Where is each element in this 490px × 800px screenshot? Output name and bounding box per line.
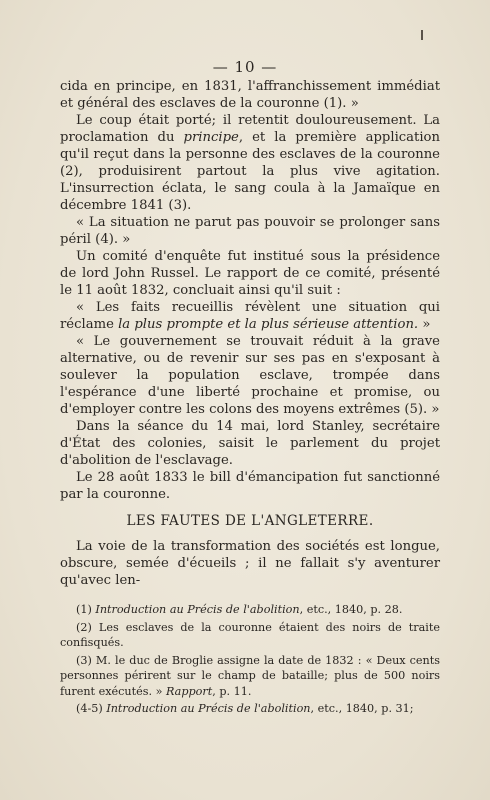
paragraph: « La situation ne parut pas pouvoir se prolonger sans péril (4). »	[60, 215, 440, 247]
main-text	[60, 78, 440, 589]
margin-mark	[421, 30, 423, 40]
footnote	[60, 701, 440, 717]
paragraph: Un comité d'enquête fut institué sous la présidence de lord John Russel. Le rapport de ce comité, présenté le 11 août 1832, concluait ainsi qu'il suit :	[60, 249, 440, 298]
section-heading: LES FAUTES DE L'ANGLETERRE.	[126, 513, 374, 529]
text-run: (3) M. le duc de Broglie assigne la date de 1832 : « Deux cents personnes périrent sur le champ de bataille; plus de 500 noirs furent exécutés. »	[60, 653, 440, 698]
paragraph: « Le gouvernement se trouvait réduit à la grave alternative, ou de revenir sur ses pas en s'exposant à soulever la population esclave, trompée dans l'espérance d'une liberté prochaine et promise, ou d'employer contre les colons des moyens extrêmes (5). »	[60, 334, 440, 417]
italic-text: Introduction au Précis de l'abolition	[95, 603, 300, 616]
paragraph: Dans la séance du 14 mai, lord Stanley, secrétaire d'État des colonies, saisit le parlement du projet d'abolition de l'esclavage.	[60, 419, 440, 468]
italic-text: Introduction au Précis de l'abolition	[106, 702, 311, 715]
page-number: — 10 —	[212, 58, 278, 76]
text-run: « Les faits recueillis révèlent une situation qui réclame	[60, 300, 440, 332]
text-run: »	[418, 317, 431, 332]
italic-text: Rapport	[165, 684, 213, 698]
footnote-number: (1)	[76, 603, 96, 616]
text-run: , et la première application qu'il reçut dans la personne des esclaves de la couronne (2), produisirent partout la plus vive agitation. L'insurrection éclata, le sang coula à la Jamaïque en décembre 1841 (3).	[60, 130, 440, 213]
paragraph	[60, 299, 440, 333]
text-run: Le coup était porté; il retentit douloureusement. La proclamation du	[60, 113, 440, 145]
text-run: , etc., 1840, p. 31;	[310, 702, 414, 715]
paragraph: cida en principe, en 1831, l'affranchissement immédiat et général des esclaves de la couronne (1). »	[60, 79, 440, 111]
italic-text: principe	[183, 130, 239, 145]
footnote	[60, 602, 440, 618]
text-run: , p. 11.	[212, 684, 252, 698]
text-run: , etc., 1840, p. 28.	[299, 603, 403, 616]
footnotes	[60, 602, 440, 717]
paragraph: La voie de la transformation des sociétés est longue, obscure, semée d'écueils ; il ne fallait s'y aventurer qu'avec len-	[60, 539, 440, 588]
footnote-number: (4-5)	[76, 702, 107, 715]
paragraph: Le 28 août 1833 le bill d'émancipation fut sanctionné par la couronne.	[60, 470, 440, 502]
footnote	[60, 653, 440, 700]
italic-text: la plus prompte et la plus sérieuse attention.	[118, 317, 419, 332]
footnote: (2) Les esclaves de la couronne étaient des noirs de traite confisqués.	[60, 620, 440, 649]
paragraph	[60, 112, 440, 214]
